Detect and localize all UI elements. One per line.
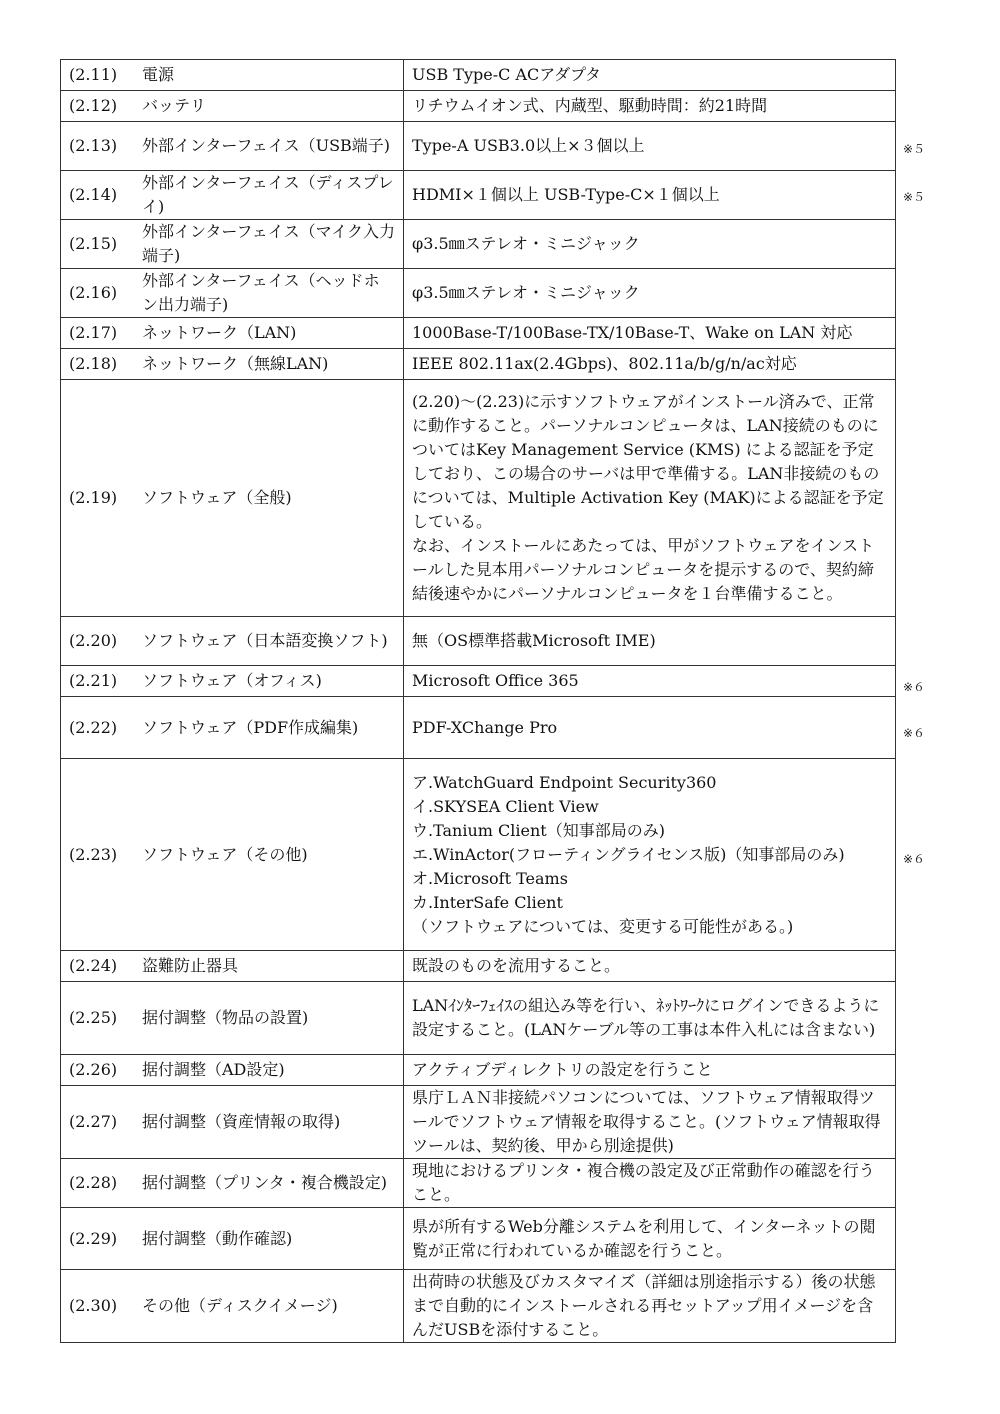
spec-text: 既設のものを流用すること。 <box>412 956 621 975</box>
spec-cell <box>404 269 896 318</box>
item-number: (2.16) <box>69 283 118 302</box>
spec-text: アクティブディレクトリの設定を行うこと <box>412 1060 713 1079</box>
item-cell <box>61 60 404 91</box>
table-row <box>61 1208 896 1270</box>
spec-table <box>60 59 896 1343</box>
item-label: ソフトウェア（全般) <box>142 488 292 507</box>
item-cell <box>61 318 404 349</box>
item-number: (2.27) <box>69 1112 118 1131</box>
table-row <box>61 666 896 697</box>
spec-text: (2.20)～(2.23)に示すソフトウェアがインストール済みで、正常に動作すること。パーソナルコンピュータは、LAN接続のものについてはKey Management Service (KMS) による認証を予定しており、この場合のサーバは甲で準備する。LAN非接続のものについては、Multiple Activation Key (MAK)による認証を予定している。 なお、インストールにあたっては、甲がソフトウェアをインストールした見本用パーソナルコンピュータを提示するので、契約締結後速やかにパーソナルコンピュータを１台準備すること。 <box>412 392 884 603</box>
item-number: (2.30) <box>69 1296 118 1315</box>
item-cell <box>61 171 404 220</box>
spec-text: USB Type-C ACアダプタ <box>412 65 602 84</box>
item-number: (2.21) <box>69 671 118 690</box>
table-row <box>61 982 896 1055</box>
item-number: (2.22) <box>69 717 118 737</box>
footnote-marker: ※６ <box>903 726 926 740</box>
table-row <box>61 269 896 318</box>
spec-cell <box>404 982 896 1055</box>
spec-cell <box>404 60 896 91</box>
item-number: (2.14) <box>69 185 118 204</box>
item-cell <box>61 220 404 269</box>
item-number: (2.18) <box>69 354 118 373</box>
item-label: ネットワーク（LAN) <box>142 323 297 342</box>
item-number: (2.26) <box>69 1060 118 1079</box>
item-cell <box>61 759 404 951</box>
spec-text: 県庁ＬＡＮ非接続パソコンについては、ソフトウェア情報取得ツールでソフトウェア情報を取得すること。(ソフトウェア情報取得ツールは、契約後、甲から別途提供) <box>412 1088 881 1155</box>
spec-table-body <box>61 60 896 1343</box>
spec-cell <box>404 122 896 171</box>
item-number: (2.28) <box>69 1173 118 1192</box>
spec-cell <box>404 1055 896 1086</box>
spec-text: 出荷時の状態及びカスタマイズ（詳細は別途指示する）後の状態まで自動的にインストールされる再セットアップ用イメージを含んだUSBを添付すること。 <box>412 1272 876 1339</box>
spec-cell <box>404 318 896 349</box>
item-label: 外部インターフェイス（マイク入力端子) <box>142 222 395 265</box>
item-label: ソフトウェア（PDF作成編集) <box>142 717 359 737</box>
spec-cell <box>404 1159 896 1208</box>
item-cell <box>61 666 404 697</box>
footnote-marker: ※５ <box>903 190 926 204</box>
item-cell <box>61 349 404 380</box>
table-row <box>61 122 896 171</box>
item-cell <box>61 1270 404 1343</box>
spec-text: 県が所有するWeb分離システムを利用して、インターネットの閲覧が正常に行われているか確認を行うこと。 <box>412 1216 876 1260</box>
table-row <box>61 91 896 122</box>
table-row <box>61 759 896 951</box>
item-label: ソフトウェア（日本語変換ソフト) <box>142 631 388 650</box>
spec-text: リチウムイオン式、内蔵型、駆動時間：約21時間 <box>412 96 768 115</box>
item-number: (2.17) <box>69 323 118 342</box>
item-cell <box>61 1086 404 1159</box>
item-cell <box>61 1159 404 1208</box>
item-number: (2.29) <box>69 1228 118 1248</box>
spec-cell <box>404 171 896 220</box>
item-number: (2.12) <box>69 96 118 115</box>
spec-text: φ3.5㎜ステレオ・ミニジャック <box>412 234 640 253</box>
item-cell <box>61 380 404 617</box>
item-label: 外部インターフェイス（ディスプレイ) <box>142 173 394 216</box>
item-cell <box>61 982 404 1055</box>
table-row <box>61 318 896 349</box>
item-label: 据付調整（AD設定) <box>142 1060 285 1079</box>
item-label: ソフトウェア（その他) <box>142 844 308 864</box>
table-row <box>61 349 896 380</box>
spec-cell <box>404 617 896 666</box>
footnote-marker: ※６ <box>903 680 926 694</box>
spec-text: PDF-XChange Pro <box>412 717 558 737</box>
item-label: 電源 <box>142 65 175 84</box>
item-cell <box>61 1055 404 1086</box>
item-number: (2.20) <box>69 631 118 650</box>
item-label: 据付調整（動作確認) <box>142 1228 293 1248</box>
spec-text: IEEE 802.11ax(2.4Gbps)、802.11a/b/g/n/ac対応 <box>412 354 797 373</box>
item-number: (2.11) <box>69 65 118 84</box>
spec-text: Type-A USB3.0以上×３個以上 <box>412 136 645 155</box>
item-label: バッテリ <box>142 96 207 115</box>
item-cell <box>61 951 404 982</box>
footnote-marker: ※６ <box>903 852 926 866</box>
item-cell <box>61 122 404 171</box>
table-row <box>61 617 896 666</box>
item-number: (2.23) <box>69 844 118 864</box>
table-row <box>61 1055 896 1086</box>
spec-cell <box>404 220 896 269</box>
spec-cell <box>404 349 896 380</box>
item-label: ソフトウェア（オフィス) <box>142 671 322 690</box>
table-row <box>61 1270 896 1343</box>
table-row <box>61 697 896 759</box>
item-number: (2.24) <box>69 956 118 975</box>
spec-cell <box>404 666 896 697</box>
table-row <box>61 951 896 982</box>
spec-text: φ3.5㎜ステレオ・ミニジャック <box>412 283 640 302</box>
spec-text: ア.WatchGuard Endpoint Security360 イ.SKYSEA Client View ウ.Tanium Client（知事部局のみ) エ.WinActor(フローティングライセンス版)（知事部局のみ) オ.Microsoft Teams カ.InterSafe Client （ソフトウェアについては、変更する可能性がある。) <box>412 772 845 936</box>
item-cell <box>61 697 404 759</box>
table-row <box>61 60 896 91</box>
table-row <box>61 1086 896 1159</box>
spec-cell <box>404 380 896 617</box>
spec-cell <box>404 759 896 951</box>
spec-cell <box>404 91 896 122</box>
item-label: その他（ディスクイメージ) <box>142 1296 338 1315</box>
item-number: (2.15) <box>69 234 118 253</box>
item-number: (2.19) <box>69 488 118 507</box>
item-label: ネットワーク（無線LAN) <box>142 354 329 373</box>
spec-text: 1000Base-T/100Base-TX/10Base-T、Wake on LAN 対応 <box>412 323 853 342</box>
item-cell <box>61 617 404 666</box>
table-row <box>61 1159 896 1208</box>
item-label: 外部インターフェイス（USB端子) <box>142 136 391 155</box>
spec-text: HDMI×１個以上 USB-Type-C×１個以上 <box>412 185 720 204</box>
item-label: 据付調整（資産情報の取得) <box>142 1112 341 1131</box>
item-label: 据付調整（プリンタ・複合機設定) <box>142 1173 387 1192</box>
spec-cell <box>404 1270 896 1343</box>
item-cell <box>61 1208 404 1270</box>
item-label: 据付調整（物品の設置) <box>142 1008 309 1027</box>
table-row <box>61 220 896 269</box>
spec-text: 無（OS標準搭載Microsoft IME) <box>412 631 656 650</box>
item-cell <box>61 269 404 318</box>
spec-text: LANｲﾝﾀｰﾌｪｲｽの組込み等を行い、ﾈｯﾄﾜｰｸにログインできるように設定すること。(LANケーブル等の工事は本件入札には含まない) <box>412 996 880 1039</box>
table-row <box>61 171 896 220</box>
spec-text: 現地におけるプリンタ・複合機の設定及び正常動作の確認を行うこと。 <box>412 1161 875 1204</box>
spec-cell <box>404 697 896 759</box>
item-number: (2.25) <box>69 1008 118 1027</box>
item-cell <box>61 91 404 122</box>
table-row <box>61 380 896 617</box>
spec-cell <box>404 1086 896 1159</box>
item-number: (2.13) <box>69 136 118 155</box>
spec-cell <box>404 951 896 982</box>
item-label: 外部インターフェイス（ヘッドホン出力端子) <box>142 271 380 314</box>
footnote-marker: ※５ <box>903 142 926 156</box>
item-label: 盗難防止器具 <box>142 956 239 975</box>
spec-text: Microsoft Office 365 <box>412 671 579 690</box>
spec-cell <box>404 1208 896 1270</box>
